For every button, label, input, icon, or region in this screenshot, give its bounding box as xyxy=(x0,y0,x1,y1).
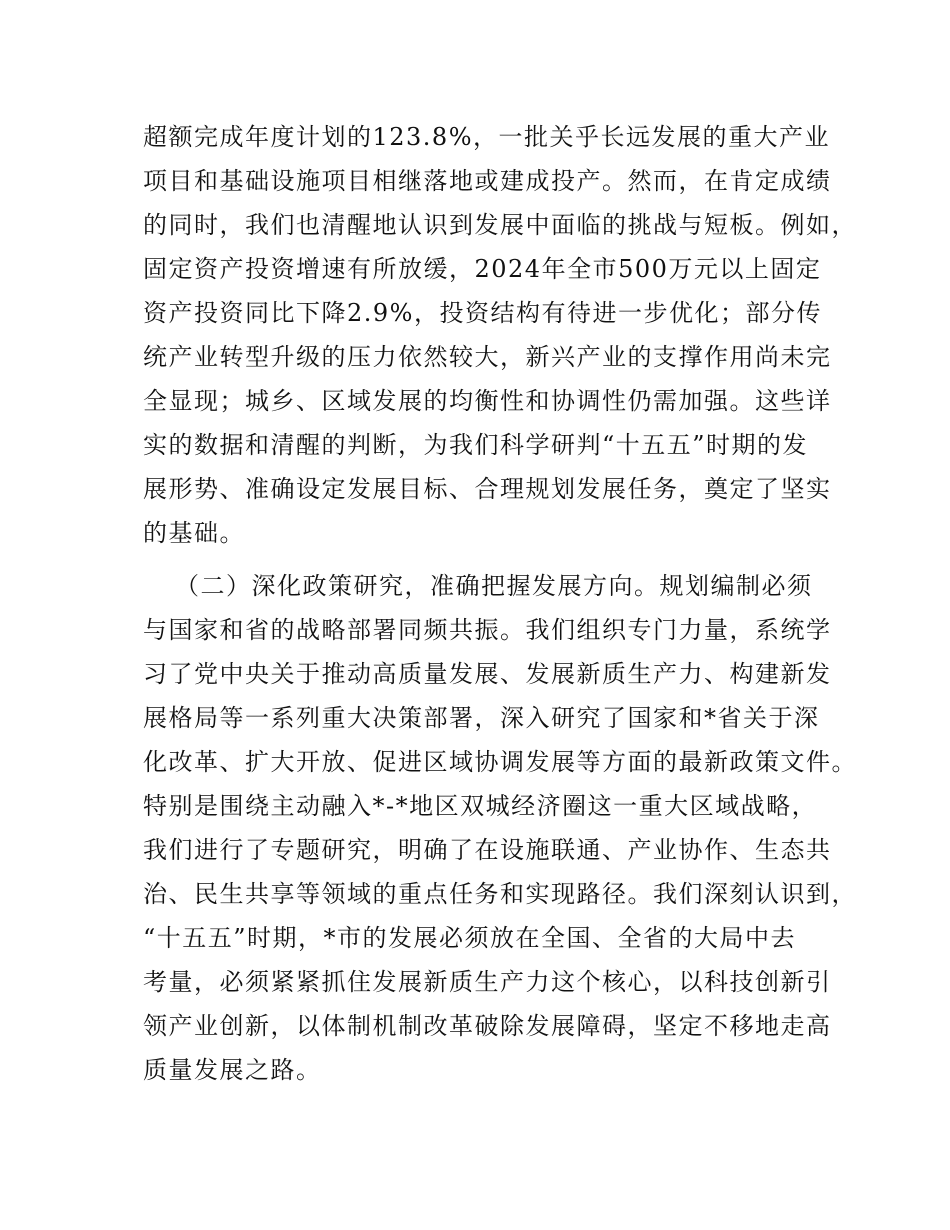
section-heading-line: （二）深化政策研究，准确把握发展方向。规划编制必须 xyxy=(175,572,813,600)
text-line: 我们进行了专题研究，明确了在设施联通、产业协作、生态共 xyxy=(143,836,832,864)
text-line: 习了党中央关于推动高质量发展、发展新质生产力、构建新发 xyxy=(143,660,832,688)
text-line: 特别是围绕主动融入*-*地区双城经济圈这一重大区域战略， xyxy=(143,792,818,820)
text-line: 统产业转型升级的压力依然较大，新兴产业的支撑作用尚未完 xyxy=(143,343,832,371)
text-line: 的同时，我们也清醒地认识到发展中面临的挑战与短板。例如， xyxy=(143,211,857,239)
text-line: “十五五”时期，*市的发展必须放在全国、全省的大局中去 xyxy=(143,924,797,952)
text-line: 质量发展之路。 xyxy=(143,1056,322,1084)
text-line: 实的数据和清醒的判断，为我们科学研判“十五五”时期的发 xyxy=(143,431,809,459)
text-line: 展格局等一系列重大决策部署，深入研究了国家和*省关于深 xyxy=(143,704,820,732)
text-line: 固定资产投资增速有所放缓，2024年全市500万元以上固定 xyxy=(143,255,822,283)
text-line: 全显现；城乡、区域发展的均衡性和协调性仍需加强。这些详 xyxy=(143,387,832,415)
text-line: 资产投资同比下降2.9%，投资结构有待进一步优化；部分传 xyxy=(143,299,822,327)
text-line: 化改革、扩大开放、促进区域协调发展等方面的最新政策文件。 xyxy=(143,748,857,776)
text-line: 考量，必须紧紧抓住发展新质生产力这个核心，以科技创新引 xyxy=(143,968,832,996)
text-line: 超额完成年度计划的123.8%，一批关乎长远发展的重大产业 xyxy=(143,123,831,151)
text-line: 的基础。 xyxy=(143,519,245,547)
text-line: 项目和基础设施项目相继落地或建成投产。然而，在肯定成绩 xyxy=(143,167,832,195)
text-line: 与国家和省的战略部署同频共振。我们组织专门力量，系统学 xyxy=(143,616,832,644)
text-line: 领产业创新，以体制机制改革破除发展障碍，坚定不移地走高 xyxy=(143,1012,832,1040)
text-line: 展形势、准确设定发展目标、合理规划发展任务，奠定了坚实 xyxy=(143,475,832,503)
text-line: 治、民生共享等领域的重点任务和实现路径。我们深刻认识到， xyxy=(143,880,857,908)
